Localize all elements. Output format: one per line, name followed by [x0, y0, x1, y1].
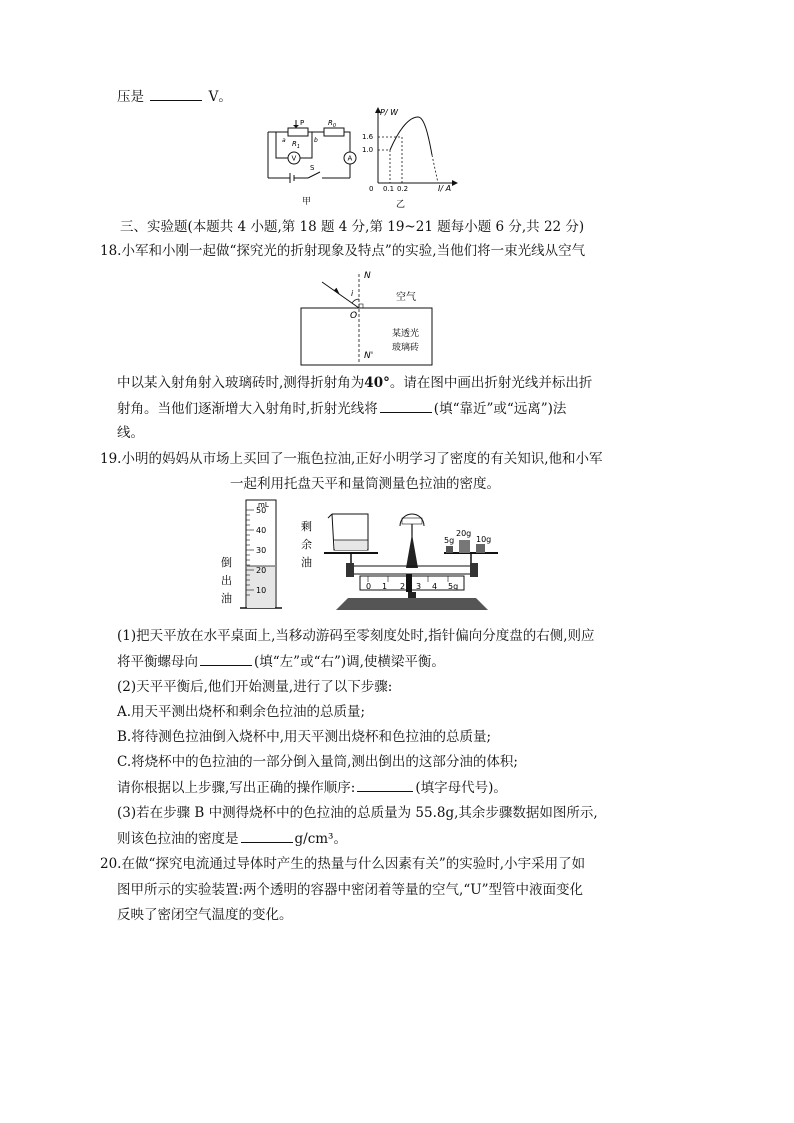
- q17-tail-text: 压是: [117, 89, 144, 105]
- weight-label-20g: 20g: [456, 529, 472, 538]
- q18-angle: 40°: [364, 375, 390, 391]
- refraction-svg: [296, 266, 438, 370]
- q19-direction-blank[interactable]: [200, 651, 252, 666]
- pointer-body: [406, 534, 418, 568]
- refraction-figure: [296, 266, 438, 370]
- q19-step2: (2)天平平衡后,他们开始测量,进行了以下步骤:: [117, 679, 393, 695]
- label-n-prime: N': [364, 351, 374, 361]
- cyl-tick-40: 40: [256, 526, 267, 535]
- bal-side-1: 剩: [301, 520, 312, 533]
- balance-svg: [296, 506, 506, 618]
- right-nut: [470, 563, 478, 577]
- q18-answer-blank[interactable]: [380, 398, 432, 413]
- q19-step1-b-tail: (填“左”或“右”)调,使横梁平衡。: [254, 654, 445, 670]
- power-current-graph: [362, 103, 466, 211]
- power-curve: [390, 117, 432, 155]
- xtick-0.1: 0.1: [383, 185, 395, 193]
- label-v: V: [291, 154, 297, 163]
- q19-step3-b: [117, 828, 347, 849]
- label-glass-2: 玻璃砖: [392, 343, 420, 353]
- q20-line-2: 图甲所示的实验装置:两个透明的容器中密闭着等量的空气,“U”型管中液面变化: [117, 882, 584, 898]
- label-a: a: [282, 137, 286, 144]
- dash-curve-end: [432, 155, 438, 183]
- label-glass-1: 某透光: [392, 329, 420, 339]
- graph-ylabel: P/ W: [380, 108, 398, 117]
- label-p: P: [300, 119, 305, 127]
- resistor-r1: [288, 128, 308, 136]
- q19-step3-a: (3)若在步骤 B 中测得烧杯中的色拉油的总质量为 55.8g,其余步骤数据如图所示,: [117, 805, 598, 821]
- switch-s: [308, 172, 320, 178]
- q19-order-blank[interactable]: [357, 777, 413, 792]
- scale-1: 1: [382, 582, 388, 591]
- balance-figure: [296, 506, 506, 618]
- q19-step-a: A.用天平测出烧杯和剩余色拉油的总质量;: [117, 704, 366, 720]
- label-n: N: [364, 271, 371, 281]
- q20-line-1: 20.在做“探究电流通过导体时产生的热量与什么因素有关”的实验时,小宇采用了如: [100, 856, 586, 872]
- q19-order-text: 请你根据以上步骤,写出正确的操作顺序:: [117, 780, 356, 796]
- cyl-side-3: 油: [221, 592, 232, 605]
- q19-step1-b-text: 将平衡螺母向: [117, 654, 198, 670]
- resistor-r0: [324, 128, 344, 136]
- xtick-0: 0: [369, 185, 374, 193]
- label-i: i: [351, 289, 354, 298]
- q17-tail-unit: V。: [208, 89, 232, 105]
- q19-step1-b: [117, 651, 445, 672]
- q17-answer-blank[interactable]: [150, 86, 202, 101]
- ytick-1.6: 1.6: [362, 133, 374, 141]
- q19-density-blank[interactable]: [241, 828, 293, 843]
- cylinder-svg: [218, 496, 284, 616]
- q18-line-2a: 中以某入射角射入玻璃砖时,测得折射角为: [117, 375, 365, 391]
- circuit-diagram: [262, 118, 362, 210]
- q18-line-3b: (填“靠近”或“远离”)法: [433, 401, 567, 417]
- q19-density-unit: g/cm³。: [294, 831, 347, 847]
- label-ammeter: A: [347, 154, 353, 163]
- scale-0: 0: [366, 582, 372, 591]
- q18-line-2b: 。请在图中画出折射光线并标出折: [389, 375, 593, 391]
- q19-step-c: C.将烧杯中的色拉油的一部分倒入量筒,测出倒出的这部分油的体积;: [117, 754, 518, 770]
- weight-label-5g: 5g: [444, 536, 455, 545]
- q19-step1-a: (1)把天平放在水平桌面上,当移动游码至零刻度处时,指针偏向分度盘的右侧,则应: [117, 628, 595, 644]
- label-s: S: [310, 164, 315, 172]
- label-air: 空气: [396, 292, 416, 303]
- circuit-caption: 甲: [302, 197, 312, 207]
- q20-line-3: 反映了密闭空气温度的变化。: [117, 907, 293, 923]
- scale-2: 2: [400, 582, 406, 591]
- q17-tail-line: [117, 86, 232, 107]
- bal-side-2: 余: [301, 538, 312, 551]
- bal-side-3: 油: [301, 556, 312, 569]
- q19-line-2: 一起利用托盘天平和量筒测量色拉油的密度。: [230, 476, 500, 492]
- scale-4: 4: [432, 582, 438, 591]
- cylinder-figure: [218, 496, 284, 616]
- cyl-tick-50: 50: [256, 506, 267, 515]
- section3-title: 三、实验题(本题共 4 小题,第 18 题 4 分,第 19~21 题每小题 6 分,共 22 分): [120, 219, 585, 235]
- cyl-tick-20: 20: [256, 566, 267, 575]
- incidence-angle-arc: [352, 299, 359, 303]
- cylinder-unit: mL: [258, 501, 269, 509]
- left-nut: [346, 563, 354, 577]
- balance-base: [336, 598, 488, 610]
- weight-5g: [446, 546, 453, 553]
- cyl-side-1: 倒: [221, 556, 232, 569]
- cyl-tick-10: 10: [256, 586, 267, 595]
- q19-order-tail: (填字母代号)。: [415, 780, 507, 796]
- xtick-0.2: 0.2: [397, 185, 409, 193]
- weight-10g: [476, 544, 485, 553]
- q19-step-b: B.将待测色拉油倒入烧杯中,用天平测出烧杯和色拉油的总质量;: [117, 729, 492, 745]
- label-r1: $R_1$: [292, 140, 301, 150]
- q19-order: [117, 777, 507, 798]
- label-o: O: [350, 311, 358, 321]
- q19-line-1: 19.小明的妈妈从市场上买回了一瓶色拉油,正好小明学习了密度的有关知识,他和小军: [100, 451, 603, 467]
- circuit-figure: [262, 118, 362, 210]
- graph-xlabel: I/ A: [438, 184, 452, 193]
- q19-step3-b-text: 则该色拉油的密度是: [117, 831, 239, 847]
- label-b: b: [314, 137, 318, 144]
- cyl-side-2: 出: [221, 574, 232, 587]
- weight-label-10g: 10g: [476, 535, 492, 544]
- q18-line-4: 线。: [117, 425, 144, 441]
- weight-20g: [459, 540, 470, 553]
- scale-3: 3: [416, 582, 422, 591]
- incident-ray: [322, 282, 359, 308]
- scale-5g: 5g: [448, 582, 459, 591]
- rider: [406, 574, 412, 592]
- ytick-1.0: 1.0: [362, 146, 374, 154]
- graph-caption: 乙: [396, 200, 406, 210]
- label-r0: $R_0$: [328, 119, 337, 129]
- q18-line-3: [117, 398, 566, 419]
- q18-line-3a: 射角。当他们逐渐增大入射角时,折射光线将: [117, 401, 378, 417]
- graph-svg: [362, 103, 466, 211]
- oil-in-beaker: [335, 540, 367, 550]
- cyl-tick-30: 30: [256, 546, 267, 555]
- q18-line-1: 18.小军和小刚一起做“探究光的折射现象及特点”的实验,当他们将一束光线从空气: [100, 243, 586, 259]
- q18-line-2: [117, 373, 592, 393]
